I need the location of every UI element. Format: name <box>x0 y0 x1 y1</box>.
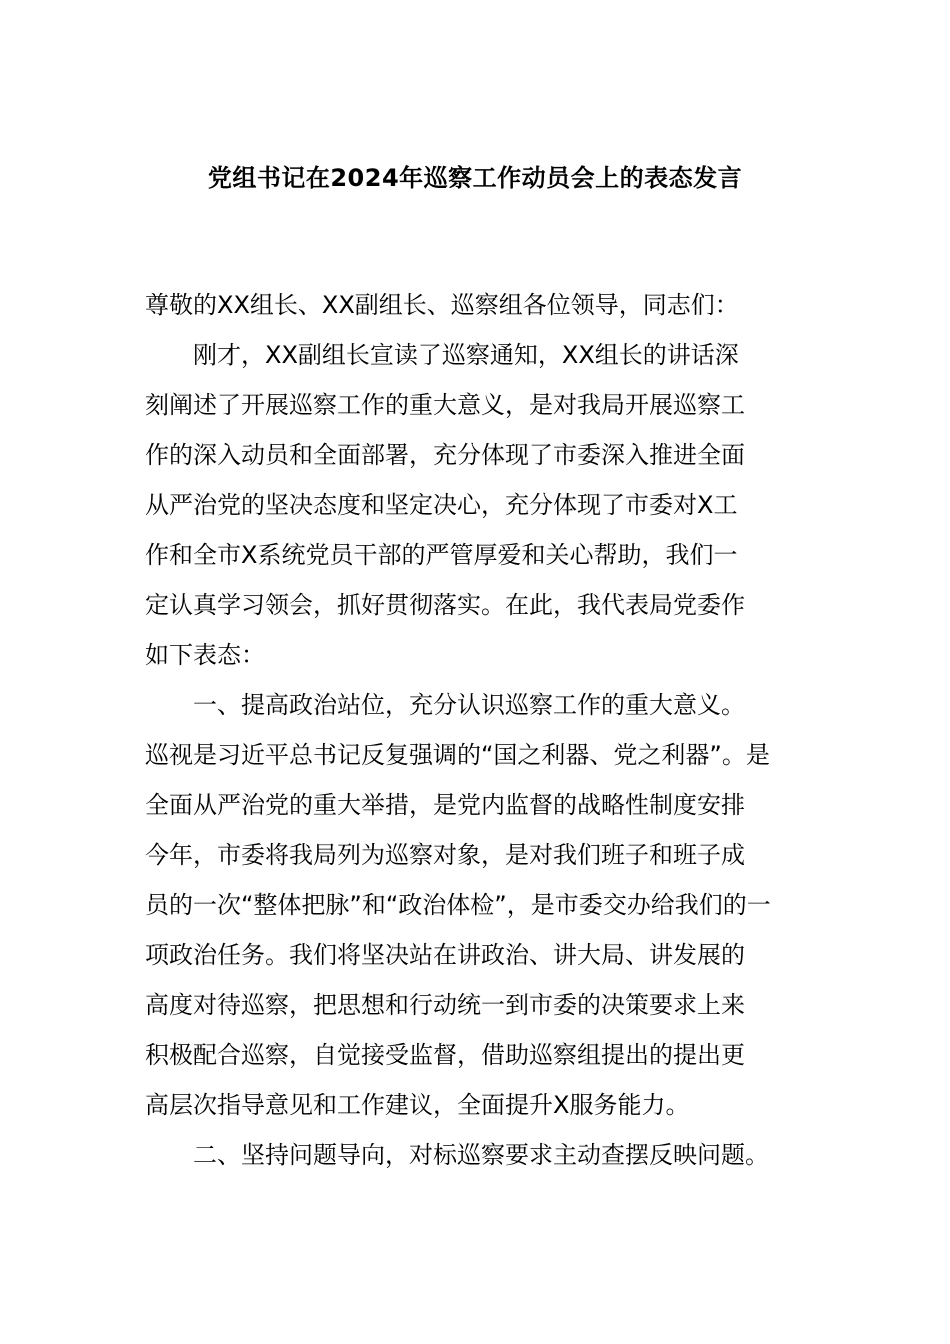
text-line: 项政治任务。我们将坚决站在讲政治、讲大局、讲发展的 <box>145 941 745 969</box>
text-line: 作和全市X系统党员干部的严管厚爱和关心帮助，我们一 <box>145 541 738 569</box>
text-line: 刚才，XX副组长宣读了巡察通知，XX组长的讲话深 <box>193 341 739 369</box>
text-line: 巡视是习近平总书记反复强调的“国之利器、党之利器”。是 <box>145 741 770 769</box>
text-line: 二、坚持问题导向，对标巡察要求主动查摆反映问题。 <box>193 1141 769 1169</box>
text-line: 如下表态： <box>145 641 265 669</box>
text-line: 从严治党的坚决态度和坚定决心，充分体现了市委对X工 <box>145 491 738 519</box>
text-line: 全面从严治党的重大举措，是党内监督的战略性制度安排 <box>145 791 745 819</box>
document-title: 党组书记在2024年巡察工作动员会上的表态发言 <box>207 164 743 192</box>
text-line: 员的一次“整体把脉”和“政治体检”，是市委交办给我们的一 <box>145 891 771 919</box>
text-line: 定认真学习领会，抓好贯彻落实。在此，我代表局党委作 <box>145 591 745 619</box>
text-line: 刻阐述了开展巡察工作的重大意义，是对我局开展巡察工 <box>145 391 745 419</box>
text-line: 尊敬的XX组长、XX副组长、巡察组各位领导，同志们： <box>145 291 739 319</box>
text-line: 高度对待巡察，把思想和行动统一到市委的决策要求上来 <box>145 991 745 1019</box>
text-line: 今年，市委将我局列为巡察对象，是对我们班子和班子成 <box>145 841 745 869</box>
text-line: 作的深入动员和全面部署，充分体现了市委深入推进全面 <box>145 441 745 469</box>
text-line: 高层次指导意见和工作建议，全面提升X服务能力。 <box>145 1091 690 1119</box>
document-body <box>145 280 825 1180</box>
text-line: 积极配合巡察，自觉接受监督，借助巡察组提出的提出更 <box>145 1041 745 1069</box>
text-line: 一、提高政治站位，充分认识巡察工作的重大意义。 <box>193 691 745 719</box>
